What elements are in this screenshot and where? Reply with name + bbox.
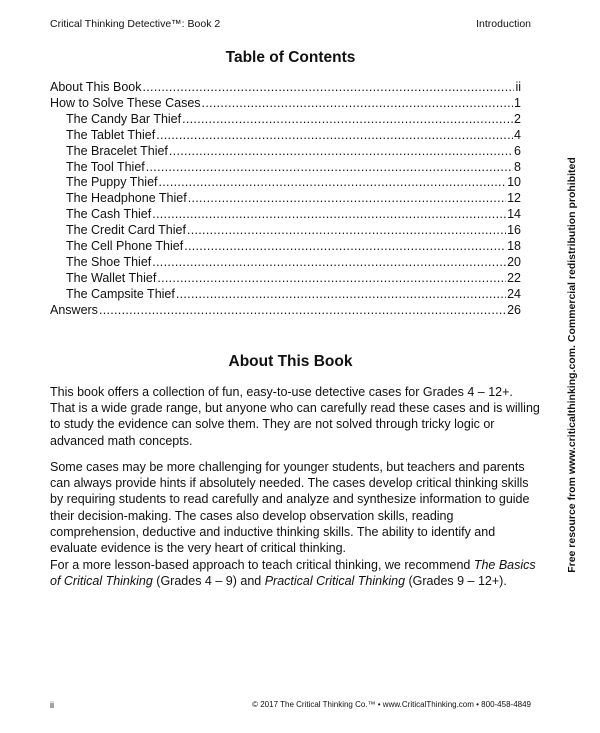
- toc-entry-page: 22: [507, 270, 521, 285]
- page-number: ii: [50, 700, 54, 710]
- toc-entry-label: The Headphone Thief: [66, 191, 187, 206]
- toc-entry-label: The Credit Card Thief: [66, 223, 186, 238]
- toc-entry-label: The Wallet Thief: [66, 270, 157, 285]
- toc-leader-dots: [184, 239, 506, 255]
- toc-entry: [50, 207, 521, 223]
- toc-entry-page: ii: [515, 80, 521, 94]
- toc-entry-label: The Puppy Thief: [66, 175, 158, 190]
- toc-entry-label: The Cash Thief: [66, 207, 152, 222]
- toc-entry-label: The Cell Phone Thief: [66, 239, 184, 254]
- toc-entry: [50, 271, 521, 287]
- toc-entry-page: 12: [507, 191, 521, 206]
- page-header: [50, 18, 531, 30]
- toc-entry-page: 14: [507, 207, 521, 222]
- toc-leader-dots: [176, 287, 506, 303]
- header-section: Introduction: [476, 18, 531, 30]
- copyright-footer: © 2017 The Critical Thinking Co.™ • www.CriticalThinking.com • 800-458-4849: [252, 700, 531, 709]
- toc-entry: [50, 160, 521, 176]
- toc-leader-dots: [146, 160, 513, 176]
- about-title: About This Book: [228, 353, 353, 370]
- toc-entry-page: 20: [507, 254, 521, 269]
- book-title-basics: The Basics of Critical Thinking: [50, 558, 536, 589]
- toc-entry-label: The Tablet Thief: [66, 127, 156, 142]
- about-paragraph-2: Some cases may be more challenging for younger students, but teachers and parents can always provide hints if absolutely needed. The cases develop critical thinking skills by requiring students to read carefully and analyze and synthesize information to guide their decision-making. The cases also develop observation skills, reading comprehension, deductive and inductive thinking skills. The ability to identify and evaluate evidence is the very heart of critical thinking.: [50, 460, 530, 556]
- toc-entry: [50, 239, 521, 255]
- toc-entry-label: The Bracelet Thief: [66, 143, 168, 158]
- toc-leader-dots: [99, 303, 506, 319]
- toc-entry: [50, 303, 521, 319]
- toc-entry: [50, 223, 521, 239]
- toc-entry: [50, 255, 521, 271]
- toc-entry: [50, 191, 521, 207]
- toc-entry-label: Answers: [50, 302, 98, 317]
- toc-entry-label: The Campsite Thief: [66, 286, 175, 301]
- toc-leader-dots: [152, 255, 506, 271]
- toc-entry-label: The Tool Thief: [66, 159, 145, 174]
- toc-entry-page: 1: [514, 95, 521, 110]
- p3-text-c: (Grades 9 – 12+).: [405, 574, 507, 589]
- about-paragraph-3: [50, 557, 540, 589]
- about-paragraph-1: This book offers a collection of fun, easy-to-use detective cases for Grades 4 – 12+. That is a wide grade range, but anyone who can carefully read these cases and is willing to study the evidence can solve them. They are not solved through tricky logic or advanced math concepts.: [50, 385, 540, 448]
- toc-entry: [50, 96, 521, 112]
- toc-entry: [50, 112, 521, 128]
- toc-title: Table of Contents: [225, 49, 356, 66]
- toc-leader-dots: [188, 191, 506, 207]
- toc-entry-page: 10: [507, 175, 521, 190]
- toc-leader-dots: [159, 175, 507, 191]
- toc-leader-dots: [202, 96, 514, 112]
- toc-entry-page: 4: [514, 127, 521, 142]
- toc-entry: [50, 80, 521, 96]
- toc-entry-label: About This Book: [50, 80, 142, 94]
- header-book-title: Critical Thinking Detective™: Book 2: [50, 18, 221, 30]
- toc-entry-label: The Candy Bar Thief: [66, 111, 182, 126]
- toc-entry-page: 6: [514, 143, 521, 158]
- toc-entry: [50, 144, 521, 160]
- toc-leader-dots: [152, 207, 506, 223]
- toc-entry: [50, 287, 521, 303]
- redistribution-notice: Free resource from www.criticalthinking.com. Commercial redistribution prohibited: [566, 157, 578, 573]
- toc-leader-dots: [187, 223, 506, 239]
- toc-leader-dots: [143, 80, 515, 96]
- book-title-practical: Practical Critical Thinking: [264, 574, 406, 589]
- toc-leader-dots: [156, 128, 513, 144]
- p3-text-a: For a more lesson-based approach to teach critical thinking, we recommend: [50, 558, 474, 572]
- toc-entry: [50, 175, 521, 191]
- toc-leader-dots: [169, 144, 513, 160]
- table-of-contents: [50, 80, 521, 319]
- toc-entry-page: 24: [507, 286, 521, 301]
- p3-text-b: (Grades 4 – 9) and: [152, 574, 265, 589]
- toc-leader-dots: [157, 271, 506, 287]
- toc-entry-page: 16: [507, 223, 521, 238]
- toc-entry-label: The Shoe Thief: [66, 254, 152, 269]
- toc-entry: [50, 128, 521, 144]
- toc-entry-page: 8: [514, 159, 521, 174]
- toc-leader-dots: [182, 112, 513, 128]
- toc-entry-page: 2: [514, 111, 521, 126]
- toc-entry-page: 18: [507, 239, 521, 254]
- toc-entry-page: 26: [507, 302, 521, 317]
- toc-entry-label: How to Solve These Cases: [50, 95, 201, 110]
